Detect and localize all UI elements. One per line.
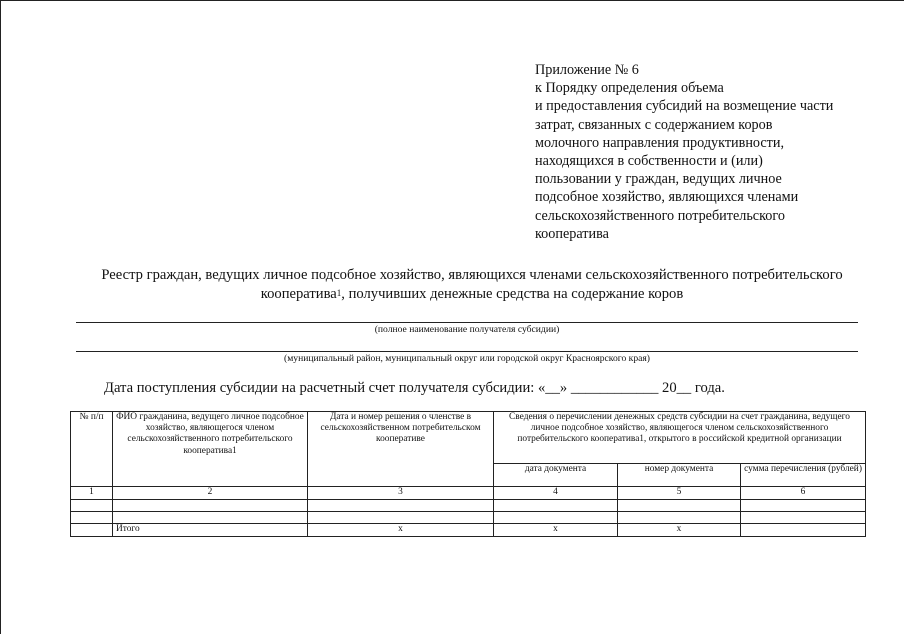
recipient-caption: (полное наименование получателя субсидии)	[374, 324, 560, 335]
appendix-line: затрат, связанных с содержанием коров	[535, 116, 773, 133]
appendix-line: подсобное хозяйство, являющихся членами	[535, 189, 799, 206]
district-line[interactable]	[76, 351, 858, 352]
footnote-mark: 1	[336, 288, 342, 298]
document-title	[60, 266, 884, 304]
page-border-top	[0, 0, 904, 1]
index-cell: 3	[308, 487, 494, 500]
table-header-row	[71, 412, 866, 464]
title-text: кооператива	[260, 286, 337, 302]
index-cell: 2	[113, 487, 308, 500]
table-cell[interactable]	[308, 500, 494, 512]
table-cell[interactable]	[71, 512, 113, 524]
subsidy-date-line: Дата поступления субсидии на расчетный счет получателя субсидии: «__» ____________ 20__ года.	[104, 380, 725, 396]
header-fio: ФИО гражданина, ведущего личное подсобное хозяйство, являющегося членом сельскохозяйственного потребительского кооператива$^1$	[113, 412, 308, 487]
appendix-line: к Порядку определения объема	[535, 80, 724, 97]
table-row	[71, 512, 866, 524]
appendix-line: кооператива	[535, 225, 609, 242]
table-cell[interactable]	[113, 500, 308, 512]
index-cell: 6	[741, 487, 866, 500]
table-cell[interactable]	[113, 512, 308, 524]
appendix-line: пользовании у граждан, ведущих личное	[535, 171, 782, 188]
recipient-name-line[interactable]	[76, 322, 858, 323]
header-transfer: Сведения о перечислении денежных средств субсидии на счет гражданина, ведущего личное подсобное хозяйство, являющегося членом сельскохозяйственного потребительского кооператива$^1$, открытого в российской кредитной организации	[494, 412, 866, 464]
appendix-line: сельскохозяйственного потребительского	[535, 207, 785, 224]
total-cell: x	[618, 524, 741, 537]
table-cell[interactable]	[618, 512, 741, 524]
appendix-line: и предоставления субсидий на возмещение части	[535, 98, 834, 115]
table-cell[interactable]	[741, 500, 866, 512]
subheader-number: номер документа	[618, 463, 741, 486]
table-row	[71, 500, 866, 512]
page-border-left	[0, 0, 1, 634]
total-num-cell	[71, 524, 113, 537]
table-cell[interactable]	[71, 500, 113, 512]
index-cell: 4	[494, 487, 618, 500]
table-cell[interactable]	[741, 512, 866, 524]
appendix-line: находящихся в собственности и (или)	[535, 153, 763, 170]
index-cell: 5	[618, 487, 741, 500]
total-label: Итого	[113, 524, 308, 537]
table-cell[interactable]	[618, 500, 741, 512]
appendix-line: Приложение № 6	[535, 62, 639, 78]
header-num: № п/п	[71, 412, 113, 487]
header-decision: Дата и номер решения о членстве в сельскохозяйственном потребительском кооперативе	[308, 412, 494, 487]
table-total-row	[71, 524, 866, 537]
total-cell: x	[494, 524, 618, 537]
title-text: , получивших денежные средства на содержание коров	[341, 286, 684, 302]
total-cell: x	[308, 524, 494, 537]
table-cell[interactable]	[494, 500, 618, 512]
appendix-line: молочного направления продуктивности,	[535, 134, 785, 151]
footnote-mark: 1	[639, 433, 644, 444]
table-cell[interactable]	[494, 512, 618, 524]
subheader-sum: сумма перечисления (рублей)	[741, 463, 866, 486]
registry-table	[70, 411, 866, 537]
table-index-row	[71, 487, 866, 500]
district-caption: (муниципальный район, муниципальный округ или городской округ Красноярского края)	[284, 353, 650, 364]
title-line-2	[60, 285, 884, 304]
index-cell: 1	[71, 487, 113, 500]
total-sum-cell[interactable]	[741, 524, 866, 537]
footnote-mark: 1	[232, 444, 237, 455]
appendix-header	[535, 61, 875, 243]
table-cell[interactable]	[308, 512, 494, 524]
subheader-date: дата документа	[494, 463, 618, 486]
title-line-1: Реестр граждан, ведущих личное подсобное хозяйство, являющихся членами сельскохозяйственного потребительского	[101, 267, 843, 283]
